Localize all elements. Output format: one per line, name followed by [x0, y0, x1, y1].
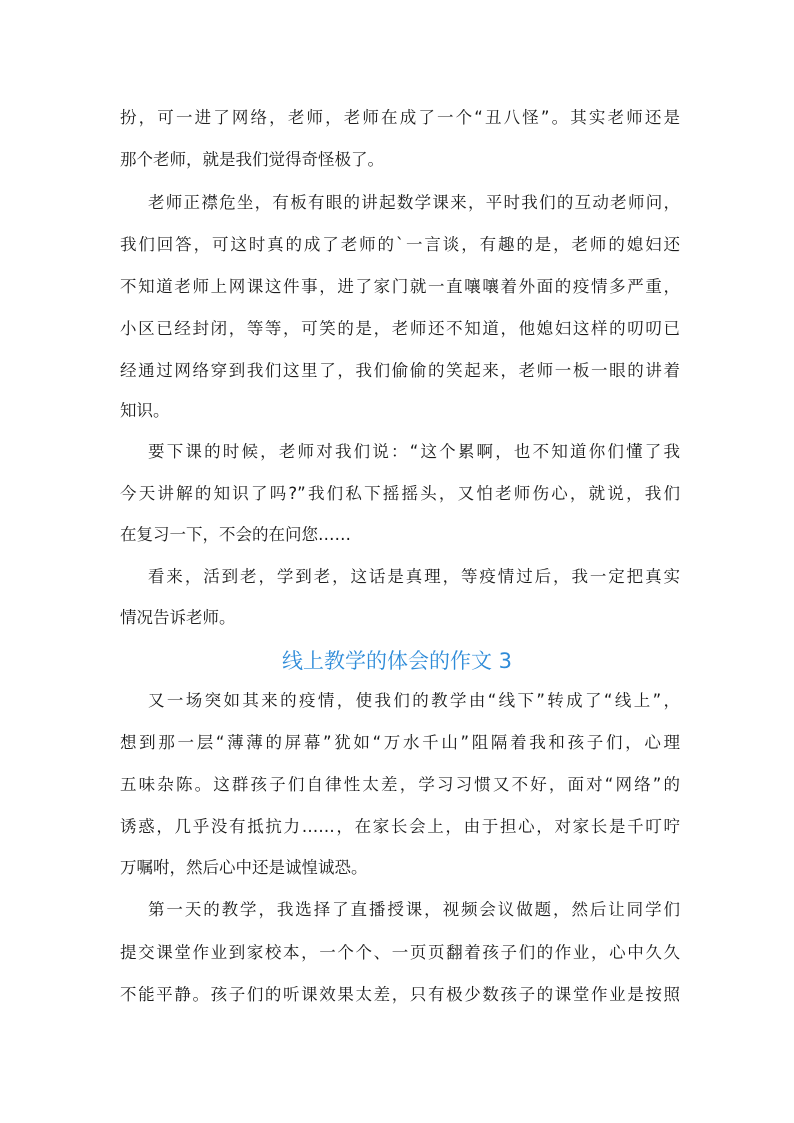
- paragraph-line: 情况告诉老师。: [120, 608, 236, 627]
- paragraph-line: 万嘱咐，然后心中还是诚惶诚恐。: [120, 858, 368, 877]
- paragraph-line: 提交课堂作业到家校本，一个个、一页页翻着孩子们的作业，心中久久: [120, 943, 680, 962]
- paragraph-line: 那个老师，就是我们觉得奇怪极了。: [120, 150, 384, 169]
- section-heading: 线上教学的体会的作文 3: [281, 649, 513, 673]
- paragraph-line: 今天讲解的知识了吗?”我们私下摇摇头，又怕老师伤心，就说，我们: [120, 484, 680, 503]
- paragraph-line: 第一天的教学，我选择了直播授课，视频会议做题，然后让同学们: [148, 900, 680, 919]
- paragraph-line: 五味杂陈。这群孩子们自律性太差，学习习惯又不好，面对“网络”的: [120, 775, 680, 794]
- paragraph-line: 知识。: [120, 401, 170, 420]
- paragraph-line: 老师正襟危坐，有板有眼的讲起数学课来，平时我们的互动老师问，: [148, 193, 680, 212]
- paragraph-line: 又一场突如其来的疫情，使我们的教学由“线下”转成了“线上”，: [148, 691, 680, 710]
- paragraph-line: 我们回答，可这时真的成了老师的`一言谈，有趣的是，老师的媳妇还: [120, 235, 680, 254]
- paragraph-line: 看来，活到老，学到老，这话是真理，等疫情过后，我一定把真实: [148, 567, 680, 586]
- paragraph-line: 想到那一层“薄薄的屏幕”犹如“万水千山”阻隔着我和孩子们，心理: [120, 733, 680, 752]
- paragraph-line: 要下课的时候，老师对我们说：“这个累啊，也不知道你们懂了我: [148, 442, 680, 461]
- paragraph-line: 小区已经封闭，等等，可笑的是，老师还不知道，他媳妇这样的叨叨已: [120, 319, 680, 338]
- paragraph-line: 诱惑，几乎没有抵抗力……，在家长会上，由于担心，对家长是千叮咛: [120, 817, 680, 836]
- paragraph-line: 经通过网络穿到我们这里了，我们偷偷的笑起来，老师一板一眼的讲着: [120, 361, 680, 380]
- paragraph-line: 扮，可一进了网络，老师，老师在成了一个“丑八怪”。其实老师还是: [120, 108, 680, 127]
- paragraph-line: 不能平静。孩子们的听课效果太差，只有极少数孩子的课堂作业是按照: [120, 985, 680, 1004]
- paragraph-line: 在复习一下，不会的在问您……: [120, 525, 351, 544]
- paragraph-line: 不知道老师上网课这件事，进了家门就一直嚷嚷着外面的疫情多严重，: [120, 277, 680, 296]
